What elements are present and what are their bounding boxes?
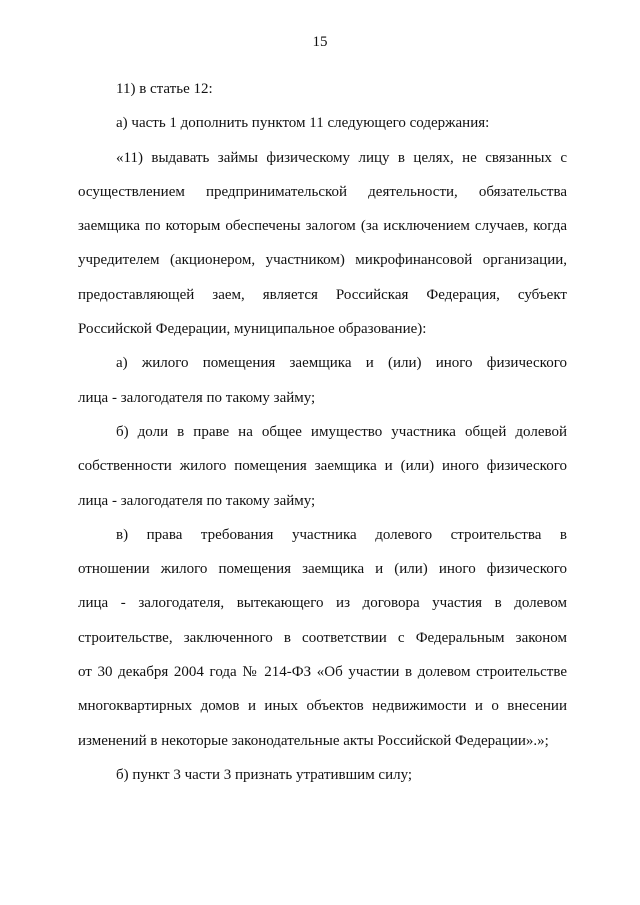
text-line: лица - залогодателя, вытекающего из договора участия в долевом xyxy=(78,595,567,612)
text-line: собственности жилого помещения заемщика и (или) иного физического xyxy=(78,458,567,475)
text-line: а) жилого помещения заемщика и (или) иного физического xyxy=(116,355,567,372)
text-line: строительстве, заключенного в соответствии с Федеральным законом xyxy=(78,629,567,646)
text-line: многоквартирных домов и иных объектов недвижимости и о внесении xyxy=(78,698,567,715)
text-line: изменений в некоторые законодательные акты Российской Федерации».»; xyxy=(78,732,549,749)
text-line: лица - залогодателя по такому займу; xyxy=(78,389,316,406)
text-line: в) права требования участника долевого строительства в xyxy=(116,526,567,543)
text-line: учредителем (акционером, участником) микрофинансовой организации, xyxy=(78,252,567,269)
text-line: Российской Федерации, муниципальное образование): xyxy=(78,321,427,338)
text-line: а) часть 1 дополнить пунктом 11 следующего содержания: xyxy=(116,115,490,132)
text-line: «11) выдавать займы физическому лицу в целях, не связанных с xyxy=(116,149,567,166)
text-line: 11) в статье 12: xyxy=(116,81,213,97)
text-line: б) пункт 3 части 3 признать утратившим силу; xyxy=(116,766,413,783)
text-line: заемщика по которым обеспечены залогом (за исключением случаев, когда xyxy=(78,218,567,235)
text-line: от 30 декабря 2004 года № 214-ФЗ «Об участии в долевом строительстве xyxy=(78,664,567,681)
text-line: лица - залогодателя по такому займу; xyxy=(78,492,316,509)
text-line: б) доли в праве на общее имущество участника общей долевой xyxy=(116,423,567,440)
text-line: предоставляющей заем, является Российская Федерация, субъект xyxy=(78,286,567,303)
text-line: осуществлением предпринимательской деятельности, обязательства xyxy=(78,183,567,200)
text-line: отношении жилого помещения заемщика и (или) иного физического xyxy=(78,561,567,578)
page-number: 15 xyxy=(312,34,328,50)
document-body xyxy=(78,72,567,792)
